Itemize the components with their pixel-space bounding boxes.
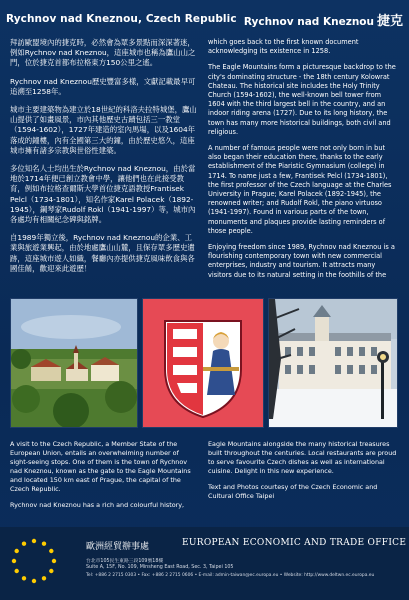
title-right-cn: 捷克 [376,13,403,29]
title-left: Rychnov nad Kneznou, Czech Republic [6,13,237,25]
photo-strip [10,298,398,428]
office-name-en: EUROPEAN ECONOMIC AND TRADE OFFICE [182,538,407,548]
cn-paragraph: 自1989年獨立後，Rychnov nad Kneznou的企業、工業與旅遊業興起，由於地處鷹山山麓，且保存眾多歷史遺跡，這座城市遊人如織，餐廳內亦提供捷克風味飲食與各國佳餚，歡迎來此遊歷！ [10,233,195,273]
address-cn: 台北市105民生東路三段109號18樓 [86,559,164,564]
title-right-en: Rychnov nad Kneznou [243,15,374,28]
en-paragraph: Enjoying freedom since 1989, Rychnov nad Kneznou is a flourishing contemporary town with new commercial enterprises, industry and tourism. It attracts many visitors due to its natural setting in the foothills of the [208,243,395,279]
english-text-column [208,38,398,287]
en-paragraph: Rychnov nad Kneznou has a rich and colourful history, [10,501,185,509]
chinese-text-column [10,38,198,282]
en-paragraph: A visit to the Czech Republic, a Member State of the European Union, entails an overwhelming number of sight-seeing stops. One of them is the town of Rychnov nad Kneznou, known as the gate to the Eagle Mountains and located 150 km east of Prague, the capital of the Czech Republic. [10,440,191,493]
chateau-photo [268,298,398,428]
eu-office-footer [0,527,409,600]
eu-flag-icon [4,531,64,591]
cn-paragraph: Rychnov nad Kneznou歷史豐富多樣，文獻記載最早可追溯至1258年。 [10,76,196,96]
cn-paragraph: 城市主要建築物為建立於18世紀的科洛夫拉特城堡，鷹山山提供了如畫風景，市內其他歷史古蹟包括三一教堂（1594-1602），1727年建造的室內馬場，以及1604年落成的鐘樓，內有全國第三大的鐘，由於歷史悠久，這座城市擁有諸多宗教與世俗性建築。 [10,105,197,155]
en-paragraph: The Eagle Mountains form a picturesque backdrop to the city's dominating structure - the 18th century Kolowrat Chateau. The historical site includes the Holy Trinity Church (1594-1602), the well-known bell tower from 1604 with the third largest bell in the country, and an indoor riding arena (1727). Due to its long history, the town has many more historical buildings, both civil and religious. [208,63,396,136]
en-paragraph: A number of famous people were not only born in but also began their education there, thanks to the early establishment of the Piaristic Gymnasium (college) in 1714. To name just a few, Frantisek Pelcl (1734-1801), the first professor of the Czech language at the Charles University in Prague; Karel Polacek (1892-1945), the renowned writer; and Rudolf Rokl, the piano virtuoso (1941-1997). Found in various parts of the town, monuments and plaques provide lasting reminders of those people. [208,144,392,235]
credit-text: Text and Photos courtesy of the Czech Economic and Cultural Office Taipei [208,483,378,500]
cn-paragraph: 多位知名人士均出生於Rychnov nad Kneznou，由於當地於1714年便已創立教會中學，讓他們也在此接受教育，例如布拉格查爾斯大學首位捷克語教授Frantisek Pelcl（1734-1801），知名作家Karel Polacek（1892-1945），鋼琴家Rudolf Rokl（1941-1997）等，城市內各處均有相關紀念碑與銘牌。 [10,164,196,225]
address-en: Suite A, 15F, No. 109, Minsheng East Road, Sec. 3, Taipei 105 [86,565,234,570]
coat-of-arms-photo [142,298,264,428]
intro-english-column [10,440,198,517]
title-right [244,10,403,29]
town-landscape-photo [10,298,138,428]
en-paragraph: which goes back to the first known document acknowledging its existence in 1258. [208,38,359,56]
office-name-cn: 歐洲經貿辦事處 [86,542,150,552]
closing-english-column [208,440,398,508]
cn-paragraph: 拜訪歐盟境內的捷克時，必然會為眾多景點而深深著迷，例如Rychnov nad Kneznou，這座城市也稱為鷹山山之門，位於捷克首都布拉格東方150公里之遙。 [10,38,196,68]
en-paragraph: Eagle Mountains alongside the many historical treasures built throughout the centuries. Local restaurants are proud to serve favourite Czech dishes as well as international cuisine. Delight in this new experience. [208,440,397,475]
contact-line: Tel: +886 2 2715 0303 • Fax: +886 2 2715 0606 • E-mail: admin-taiwan@ec.europa.eu • Website: http://www.deltwn.ec.europa.eu [86,573,375,578]
page-header [6,8,403,30]
